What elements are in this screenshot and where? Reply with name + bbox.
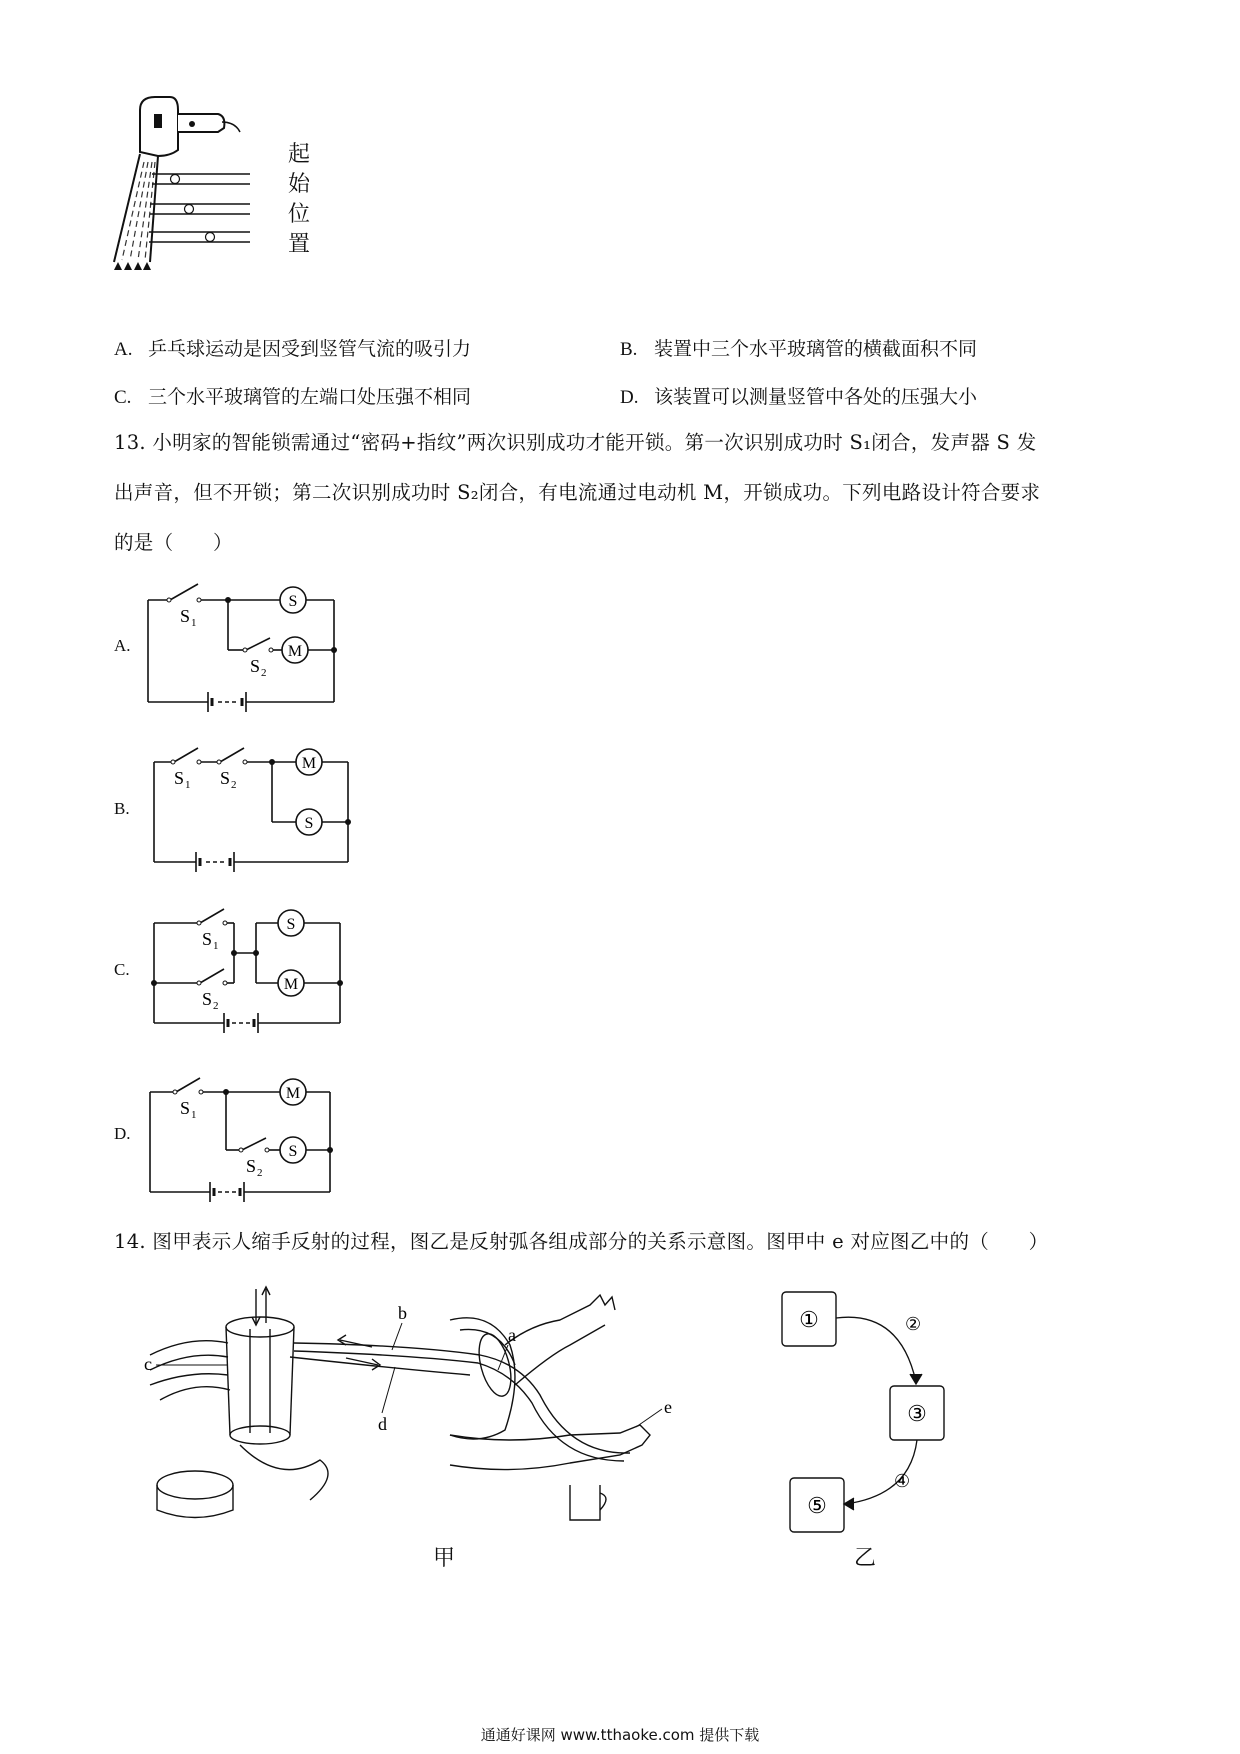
q13-line: 出声音，但不开锁；第二次识别成功时 S₂闭合，有电流通过电动机 M，开锁成功。下列电路设计符合要求 xyxy=(114,481,1041,504)
vlabel-char: 起 xyxy=(288,142,311,167)
s2-sub: 2 xyxy=(231,779,237,791)
caption-jia: 甲 xyxy=(433,1546,456,1571)
circuit-a xyxy=(146,580,346,714)
q12-option-c[interactable] xyxy=(114,385,471,410)
label-b: b xyxy=(398,1303,407,1323)
q14-stem: 14. 图甲表示人缩手反射的过程，图乙是反射弧各组成部分的关系示意图。图甲中 e 对应图乙中的（ ） xyxy=(114,1230,1049,1253)
option-text: 该装置可以测量竖管中各处的压强大小 xyxy=(654,386,978,408)
flow-node-1-label: ① xyxy=(799,1307,819,1332)
s2-sub: 2 xyxy=(213,1000,219,1012)
vlabel-char: 位 xyxy=(288,202,311,227)
vlabel-char: 始 xyxy=(288,172,311,197)
sounder-label: S xyxy=(288,1143,298,1160)
motor-label: M xyxy=(287,643,303,660)
option-text: 三个水平玻璃管的左端口处压强不相同 xyxy=(148,386,472,408)
q13-stem xyxy=(114,418,1144,568)
s2-label: S xyxy=(220,768,231,788)
flow-node-3-label: ③ xyxy=(907,1401,927,1426)
reflex-flow-diagram xyxy=(780,1290,960,1534)
s1-label: S xyxy=(202,929,213,949)
s1-sub: 1 xyxy=(191,1109,197,1121)
circuit-d xyxy=(148,1068,348,1202)
s2-sub: 2 xyxy=(257,1167,263,1179)
flow-edge-4-label: ④ xyxy=(894,1471,911,1491)
q12-option-b[interactable] xyxy=(620,337,977,362)
option-letter: C. xyxy=(114,387,132,408)
flow-edge-2-label: ② xyxy=(905,1314,922,1334)
motor-label: M xyxy=(283,976,299,993)
label-c: c xyxy=(144,1354,152,1374)
s2-label: S xyxy=(250,656,261,676)
label-a: a xyxy=(508,1325,516,1345)
s1-sub: 1 xyxy=(185,779,191,791)
s1-label: S xyxy=(174,768,185,788)
s1-sub: 1 xyxy=(213,940,219,952)
option-letter: B. xyxy=(620,339,638,360)
motor-label: M xyxy=(285,1085,301,1102)
q13-option-d-label[interactable]: D. xyxy=(114,1124,131,1143)
option-letter: D. xyxy=(620,387,639,408)
q13-line: 的是（ ） xyxy=(114,531,233,554)
s1-sub: 1 xyxy=(191,617,197,629)
reflex-arc-figure xyxy=(144,1285,750,1529)
page-footer: 通通好课网 www.tthaoke.com 提供下载 xyxy=(480,1726,760,1744)
label-e: e xyxy=(664,1397,672,1417)
vlabel-char: 置 xyxy=(288,232,311,257)
s2-sub: 2 xyxy=(261,667,267,679)
option-text: 装置中三个水平玻璃管的横截面积不同 xyxy=(654,338,978,360)
q12-option-d[interactable] xyxy=(620,385,977,410)
q12-option-a[interactable] xyxy=(114,337,471,362)
q12-figure xyxy=(100,92,320,277)
q13-option-b-label[interactable]: B. xyxy=(114,799,130,818)
sounder-label: S xyxy=(286,916,296,933)
caption-yi: 乙 xyxy=(854,1546,877,1571)
motor-label: M xyxy=(301,755,317,772)
q13-option-c-label[interactable]: C. xyxy=(114,960,130,979)
flow-node-5-label: ⑤ xyxy=(807,1493,827,1518)
s1-label: S xyxy=(180,1098,191,1118)
s2-label: S xyxy=(202,989,213,1009)
circuit-b xyxy=(152,740,352,874)
s2-label: S xyxy=(246,1156,257,1176)
sounder-label: S xyxy=(304,815,314,832)
option-letter: A. xyxy=(114,339,133,360)
q13-line: 13. 小明家的智能锁需通过“密码+指纹”两次识别成功才能开锁。第一次识别成功时 S₁闭合，发声器 S 发 xyxy=(114,431,1037,454)
sounder-label: S xyxy=(288,593,298,610)
q13-option-a-label[interactable]: A. xyxy=(114,636,131,655)
option-text: 乒乓球运动是因受到竖管气流的吸引力 xyxy=(148,338,472,360)
s1-label: S xyxy=(180,606,191,626)
label-d: d xyxy=(378,1414,387,1434)
q12-vertical-label xyxy=(288,140,314,260)
circuit-c xyxy=(152,905,352,1039)
